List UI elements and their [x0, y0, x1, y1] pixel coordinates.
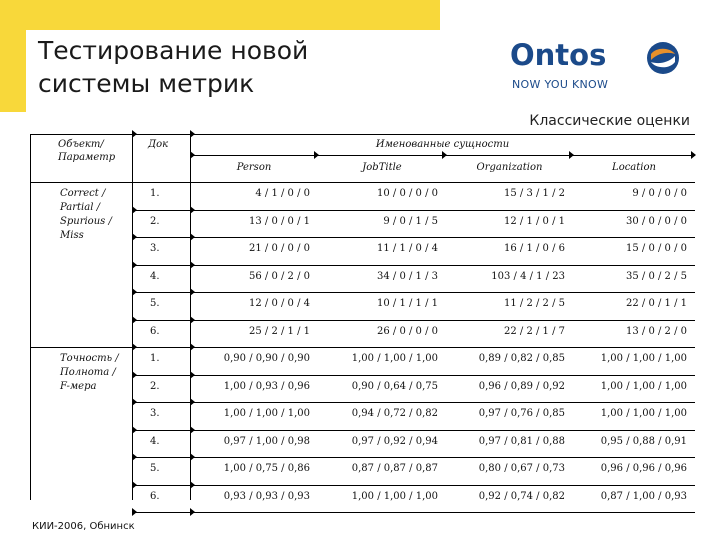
row-doc-number: 4. [150, 435, 160, 447]
table-cell: 1,00 / 1,00 / 1,00 [351, 353, 438, 364]
table-cell: 12 / 1 / 0 / 1 [504, 215, 565, 227]
row-arrow-marker [190, 288, 195, 296]
row-divider [132, 210, 695, 211]
header-entity-person: Person [236, 162, 272, 173]
row-doc-number: 6. [150, 325, 160, 337]
table-cell: 9 / 0 / 1 / 5 [383, 215, 438, 227]
table-cell: 21 / 0 / 0 / 0 [249, 243, 310, 254]
table-cell: 10 / 1 / 1 / 1 [377, 298, 438, 309]
row-divider [132, 485, 695, 486]
table-cell: 0,97 / 1,00 / 0,98 [223, 435, 310, 447]
header-arrow-marker [132, 130, 137, 138]
header-entity-location: Location [612, 162, 656, 173]
row-arrow-marker [132, 206, 137, 214]
row-divider [132, 512, 695, 513]
header-arrow-marker [190, 151, 195, 159]
table-cell: 1,00 / 1,00 / 1,00 [600, 408, 687, 419]
table-cell: 0,93 / 0,93 / 0,93 [223, 490, 310, 502]
header-arrow-marker [569, 151, 574, 159]
row-arrow-marker [132, 481, 137, 489]
group-label-line: Partial / [60, 202, 100, 213]
table-cell: 10 / 0 / 0 / 0 [377, 188, 438, 199]
header-param-label-line2: Параметр [58, 152, 116, 163]
group-divider [30, 347, 695, 348]
table-cell: 9 / 0 / 0 / 0 [632, 188, 687, 199]
group-label-line: Точность / [60, 353, 119, 364]
header-arrow-marker [314, 151, 319, 159]
table-cell: 0,95 / 0,88 / 0,91 [600, 435, 687, 447]
header-entity-jobtitle: JobTitle [362, 162, 402, 173]
row-arrow-marker [190, 453, 195, 461]
table-cell: 12 / 0 / 0 / 4 [249, 298, 310, 309]
table-cell: 0,92 / 0,74 / 0,82 [478, 490, 565, 502]
row-arrow-marker [190, 398, 195, 406]
table-cell: 13 / 0 / 2 / 0 [626, 325, 687, 337]
row-doc-number: 2. [150, 380, 160, 392]
header-entity-organization: Organization [476, 162, 543, 173]
row-divider [132, 402, 695, 403]
table-cell: 1,00 / 0,93 / 0,96 [223, 380, 310, 392]
table-cell: 4 / 1 / 0 / 0 [255, 188, 310, 199]
group-label-line: Correct / [60, 188, 106, 199]
table-cell: 25 / 2 / 1 / 1 [249, 325, 310, 337]
header-doc-label: Док [148, 139, 169, 150]
table-cell: 11 / 2 / 2 / 5 [504, 298, 565, 309]
row-doc-number: 1. [150, 353, 160, 364]
row-arrow-marker [190, 233, 195, 241]
row-doc-number: 6. [150, 490, 160, 502]
row-arrow-marker [132, 316, 137, 324]
row-arrow-marker [132, 453, 137, 461]
header-arrow-marker [442, 151, 447, 159]
row-divider [132, 320, 695, 321]
row-doc-number: 4. [150, 270, 160, 282]
table-cell: 1,00 / 1,00 / 1,00 [600, 353, 687, 364]
table-cell: 1,00 / 1,00 / 1,00 [351, 490, 438, 502]
row-arrow-marker [190, 481, 195, 489]
table-cell: 1,00 / 1,00 / 1,00 [223, 408, 310, 419]
row-divider [132, 292, 695, 293]
row-doc-number: 5. [150, 463, 160, 474]
table-cell: 22 / 0 / 1 / 1 [626, 298, 687, 309]
row-arrow-marker [132, 288, 137, 296]
table-cell: 0,80 / 0,67 / 0,73 [478, 463, 565, 474]
table-cell: 0,90 / 0,90 / 0,90 [223, 353, 310, 364]
row-arrow-marker [190, 206, 195, 214]
logo-tagline: NOW YOU KNOW [512, 78, 609, 91]
header-arrow-marker [691, 151, 696, 159]
table-cell: 103 / 4 / 1 / 23 [491, 270, 565, 282]
row-doc-number: 1. [150, 188, 160, 199]
table-cell: 0,97 / 0,92 / 0,94 [351, 435, 438, 447]
table-cell: 30 / 0 / 0 / 0 [626, 215, 687, 227]
table-cell: 0,97 / 0,76 / 0,85 [478, 408, 565, 419]
slide-footer: КИИ-2006, Обнинск [32, 521, 135, 532]
table-cell: 0,97 / 0,81 / 0,88 [478, 435, 565, 447]
table-cell: 0,96 / 0,89 / 0,92 [478, 380, 565, 392]
group-label-line: F-мера [60, 381, 97, 392]
logo-brand: Ontos [510, 38, 607, 72]
table-cell: 0,89 / 0,82 / 0,85 [478, 353, 565, 364]
group-label-line: Miss [60, 230, 84, 241]
table-cell: 0,96 / 0,96 / 0,96 [600, 463, 687, 474]
slide-subtitle: Классические оценки [529, 113, 690, 129]
row-doc-number: 2. [150, 215, 160, 227]
row-divider [132, 375, 695, 376]
header-bottom-border [30, 182, 695, 183]
group-label-line: Spurious / [60, 216, 112, 227]
table-top-border [30, 134, 695, 135]
table-cell: 1,00 / 0,75 / 0,86 [223, 463, 310, 474]
row-doc-number: 5. [150, 298, 160, 309]
row-arrow-marker [190, 426, 195, 434]
table-cell: 0,87 / 0,87 / 0,87 [351, 463, 438, 474]
slide-title-line2: системы метрик [38, 69, 255, 98]
table-cell: 0,94 / 0,72 / 0,82 [351, 408, 438, 419]
header-param-label: Объект/ [58, 139, 104, 150]
row-arrow-marker [132, 233, 137, 241]
table-cell: 0,90 / 0,64 / 0,75 [351, 380, 438, 392]
row-divider [132, 457, 695, 458]
table-cell: 35 / 0 / 2 / 5 [626, 270, 687, 282]
row-divider [132, 430, 695, 431]
row-arrow-marker [190, 261, 195, 269]
row-arrow-marker [132, 398, 137, 406]
table-cell: 13 / 0 / 0 / 1 [249, 215, 310, 227]
table-cell: 34 / 0 / 1 / 3 [377, 270, 438, 282]
row-arrow-marker [190, 316, 195, 324]
row-doc-number: 3. [150, 408, 160, 419]
row-divider [132, 237, 695, 238]
table-cell: 1,00 / 1,00 / 1,00 [600, 380, 687, 392]
header-arrow-marker [190, 130, 195, 138]
row-arrow-marker [132, 508, 137, 516]
row-divider [132, 265, 695, 266]
table-cell: 0,87 / 1,00 / 0,93 [600, 490, 687, 502]
row-arrow-marker [132, 261, 137, 269]
table-cell: 15 / 3 / 1 / 2 [504, 188, 565, 199]
row-arrow-marker [190, 371, 195, 379]
table-cell: 16 / 1 / 0 / 6 [504, 243, 565, 254]
table-cell: 15 / 0 / 0 / 0 [626, 243, 687, 254]
table-cell: 22 / 2 / 1 / 7 [504, 325, 565, 337]
row-arrow-marker [132, 426, 137, 434]
slide-title-line1: Тестирование новой [38, 36, 309, 65]
row-doc-number: 3. [150, 243, 160, 254]
header-named-entities: Именованные сущности [375, 139, 510, 150]
table-left-border [30, 134, 31, 500]
row-arrow-marker [190, 508, 195, 516]
row-arrow-marker [132, 371, 137, 379]
group-label-line: Полнота / [60, 367, 116, 378]
table-cell: 11 / 1 / 0 / 4 [377, 243, 438, 254]
table-cell: 26 / 0 / 0 / 0 [377, 325, 438, 337]
table-cell: 56 / 0 / 2 / 0 [249, 270, 310, 282]
